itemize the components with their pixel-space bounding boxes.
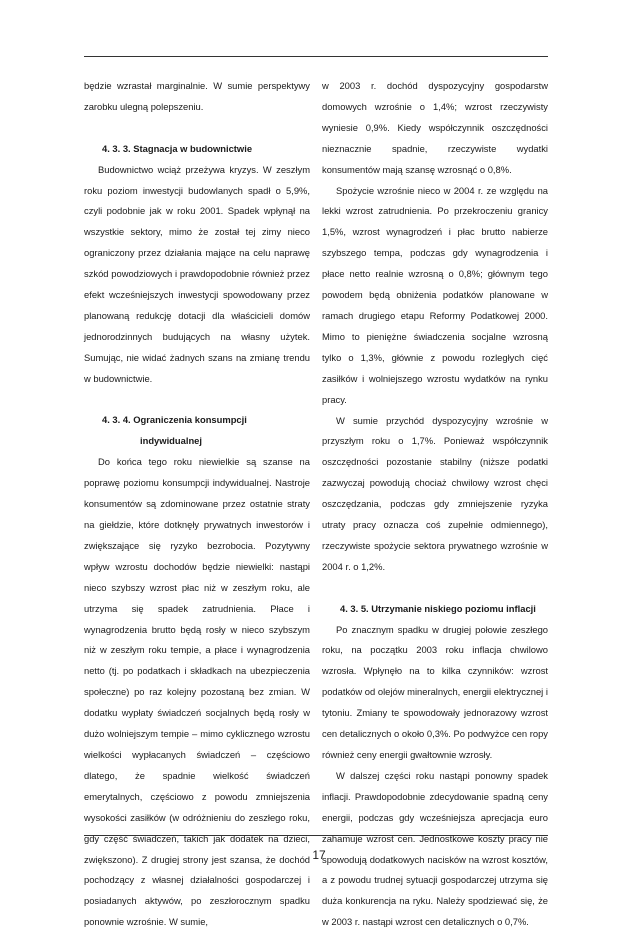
paragraph: Spożycie wzrośnie nieco w 2004 r. ze względu na lekki wzrost zatrudnienia. Po przekroczeniu granicy 1,5%, wzrost wynagrodzeń i płac brutto nabierze szybszego tempa, podczas gdy wynagrodzenia i płace netto realnie wzrosną o 0,8%; głównym tego powodem będą obniżenia podatków planowane w ramach drugiego etapu Reformy Podatkowej 2000. Mimo to pieniężne świadczenia socjalne wzrosną tylko o 1,3%, głównie z powodu rozległych cięć zasiłków i wolniejszego wzrostu wydatków na rynku pracy.: [322, 184, 548, 405]
right-column: [322, 76, 548, 933]
paragraph: Po znacznym spadku w drugiej połowie zeszłego roku, na początku 2003 roku inflacja chwilowo wzrosła. Wpłynęło na to kilka czynników: wzrost podatków od olejów mineralnych, energii elektrycznej i tytoniu. Zmiany te spowodowały jednorazowy wzrost cen detalicznych o około 0,3%. Po podwyżce cen ropy również ceny energii gwałtownie wzrosły.: [322, 623, 548, 760]
page-number: 17: [312, 848, 326, 862]
paragraph: Do końca tego roku niewielkie są szanse na poprawę poziomu konsumpcji indywidualnej. Nastroje konsumentów są zdominowane przez ostatnie straty na giełdzie, które dotknęły prywatnych inwestorów i zwiększające się ryzyko bezrobocia. Pozytywny wpływ wzrostu dochodów będzie niewielki: nastąpi nieco szybszy wzrost płac niż w zeszłym roku, ale utrzyma się spadek zatrudnienia. Płace i wynagrodzenia brutto będą rosły w nieco szybszym niż w zeszłym roku tempie, a płace i wynagrodzenia netto (tj. po podatkach i składkach na ubezpieczenia społeczne) po raz kolejny pozostaną bez zmian. W dodatku wypłaty świadczeń socjalnych będą rosły w dużo wolniejszym tempie – mimo cyklicznego wzrostu wielkości wypłacanych świadczeń – częściowo dlatego, że spadnie wielkość świadczeń emerytalnych, częściowo z powodu zmniejszenia wysokości zasiłków (w odróżnieniu do zeszłego roku, gdy część świadczeń, takich jak dodatek na dzieci, zwiększono). Z drugiej strony jest szansa, że dochód pochodzący z własnej działalności gospodarczej i posiadanych aktywów, po zeszłorocznym spadku ponownie wzrośnie. W sumie,: [84, 456, 310, 928]
section-heading-inflation: 4. 3. 5. Utrzymanie niskiego poziomu inflacji: [340, 602, 536, 614]
heading-line: indywidualnej: [140, 435, 202, 447]
left-column: [84, 76, 310, 933]
section-heading-consumption: [84, 410, 310, 452]
bottom-rule: [84, 835, 548, 836]
paragraph: będzie wzrastał marginalnie. W sumie perspektywy zarobku ulegną polepszeniu.: [84, 80, 310, 112]
paragraph: W sumie przychód dyspozycyjny wzrośnie w przyszłym roku o 1,7%. Ponieważ współczynnik oszczędności pozostanie stabilny (niższe podatki zazwyczaj powodują chociaż chwilowy wzrost chęci oszczędzania, podczas gdy zmniejszenie ryzyka utraty pracy oznacza coś zupełnie odmiennego), rzeczywiste spożycie sektora prywatnego wzrośnie w 2004 r. o 1,2%.: [322, 414, 548, 572]
paragraph: Budownictwo wciąż przeżywa kryzys. W zeszłym roku poziom inwestycji budowlanych spadł o 5,9%, czyli podobnie jak w roku 2001. Spadek wpłynął na wszystkie sektory, mimo że został tej zimy nieco ograniczony przez działania mające na celu naprawę szkód powodziowych i prawdopodobnie również przez efekt wcześniejszych inwestycji spowodowany przez planowaną redukcję dotacji dla właścicieli domów jednorodzinnych budujących na własny użytek. Sumując, nie widać żadnych szans na zmianę trendu w budownictwie.: [84, 163, 310, 384]
paragraph: W dalszej części roku nastąpi ponowny spadek inflacji. Prawdopodobnie zdecydowanie spadną ceny energii, podczas gdy wcześniejsza aprecjacja euro zahamuje wzrost cen. Jednostkowe koszty pracy nie spowodują dodatkowych nacisków na wzrost kosztów, a z powodu trudnej sytuacji gospodarczej utrzyma się duża konkurencja na ryku. Należy spodziewać się, że w 2003 r. nastąpi wzrost cen detalicznych o 0,7%.: [322, 769, 548, 928]
section-heading-stagnation: 4. 3. 3. Stagnacja w budownictwie: [102, 142, 253, 154]
paragraph: w 2003 r. dochód dyspozycyjny gospodarstw domowych wzrośnie o 1,4%; wzrost rzeczywisty wyniesie 0,9%. Kiedy współczynnik oszczędności nieznacznie spadnie, rzeczywiste wydatki konsumentów mają szansę wzrosnąć o 0,8%.: [322, 80, 548, 175]
top-rule: [84, 56, 548, 57]
heading-line: 4. 3. 4. Ograniczenia konsumpcji: [102, 414, 247, 426]
